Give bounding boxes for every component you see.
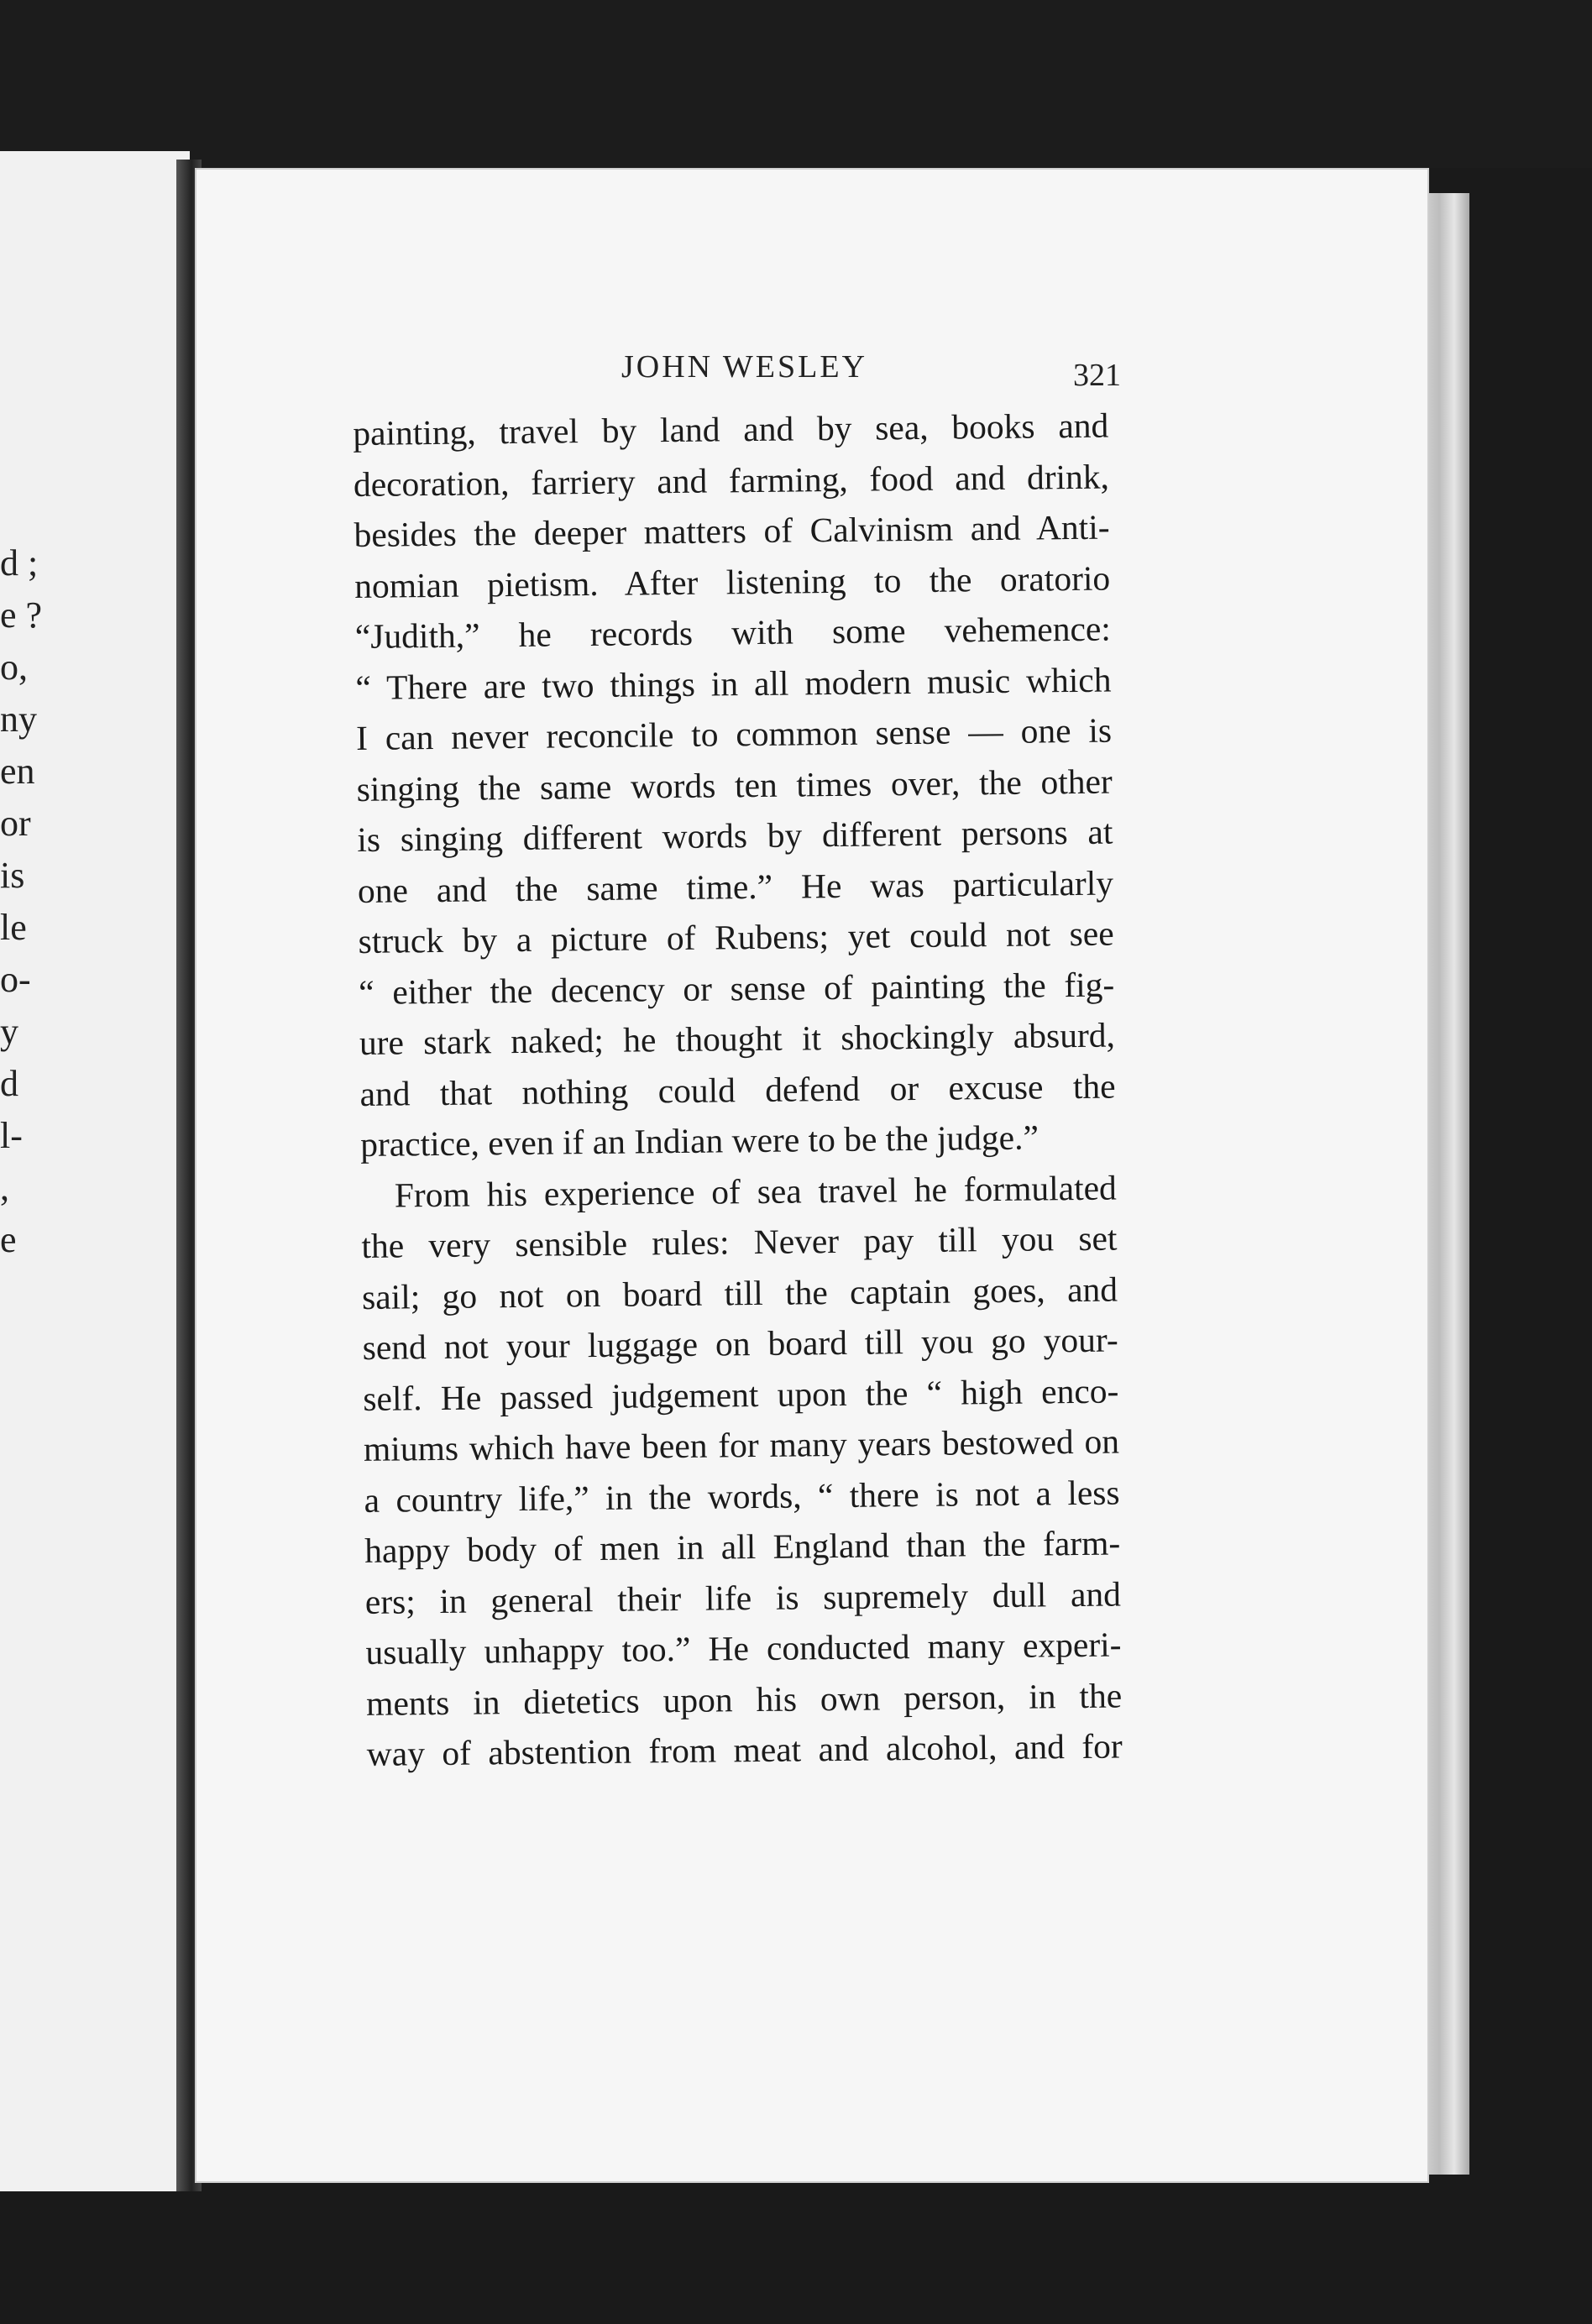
facing-page-text: [0, 537, 101, 1266]
text-line: ers; in general their life is supremely dull and: [364, 1573, 1122, 1621]
text-line: “ There are two things in all modern music which: [355, 660, 1112, 707]
facing-line: d: [0, 1063, 18, 1104]
text-line: nomian pietism. After listening to the oratorio: [353, 558, 1111, 605]
facing-line: or: [0, 803, 31, 844]
facing-line: ,: [0, 1167, 9, 1208]
facing-line: l-: [0, 1115, 23, 1156]
text-line: “Judith,” he records with some vehemence:: [354, 609, 1112, 656]
text-line: the very sensible rules: Never pay till you set: [361, 1218, 1118, 1265]
text-line: is singing different words by different persons at: [357, 812, 1113, 859]
text-line: practice, even if an Indian were to be the judge.”: [359, 1118, 1040, 1164]
facing-line: d ;: [0, 542, 39, 584]
text-line: miums which have been for many years bestowed on: [363, 1421, 1120, 1468]
facing-line: e ?: [0, 594, 43, 636]
text-line: struck by a picture of Rubens; yet could not see: [358, 913, 1114, 960]
text-line: sail; go not on board till the captain goes, and: [361, 1269, 1118, 1316]
paragraph-2: [361, 1162, 1123, 1779]
text-line: usually unhappy too.” He conducted many experi-: [365, 1625, 1122, 1672]
facing-line: le: [0, 907, 27, 948]
facing-page: [0, 151, 190, 2191]
text-line: way of abstention from meat and alcohol, and for: [366, 1726, 1123, 1773]
text-line: besides the deeper matters of Calvinism and Anti-: [353, 507, 1110, 554]
text-line: and that nothing could defend or excuse the: [359, 1066, 1116, 1113]
text-line: singing the same words ten times over, the other: [356, 762, 1113, 809]
text-line: a country life,” in the words, “ there is not a less: [364, 1473, 1120, 1520]
facing-line: o-: [0, 959, 31, 1000]
running-header: [416, 348, 1121, 399]
text-line: “ either the decency or sense of painting the fig-: [359, 965, 1115, 1012]
text-line: I can never reconcile to common sense — one is: [355, 710, 1113, 757]
facing-line: y: [0, 1011, 18, 1052]
facing-line: is: [0, 855, 25, 896]
facing-line: en: [0, 751, 35, 792]
body-text: [353, 400, 1123, 1780]
text-line: ments in dietetics upon his own person, in the: [365, 1675, 1123, 1723]
running-title: JOHN WESLEY: [621, 349, 868, 385]
scan-background: [0, 0, 1592, 168]
paragraph-1: [353, 400, 1116, 1170]
text-line: From his experience of sea travel he formulated: [394, 1168, 1118, 1215]
facing-line: ny: [0, 699, 37, 740]
facing-line: e: [0, 1219, 17, 1260]
text-line: ure stark naked; he thought it shockingly absurd,: [359, 1015, 1116, 1062]
facing-line: o,: [0, 646, 28, 688]
text-line: send not your luggage on board till you go your-: [362, 1320, 1118, 1367]
text-line: happy body of men in all England than the farm-: [364, 1523, 1121, 1570]
text-line: painting, travel by land and by sea, books and: [353, 406, 1109, 453]
text-line: decoration, farriery and farming, food and drink,: [353, 457, 1110, 504]
text-line: self. He passed judgement upon the “ high enco-: [363, 1371, 1119, 1418]
text-line: one and the same time.” He was particularly: [357, 863, 1114, 910]
page-number: 321: [1073, 358, 1121, 393]
